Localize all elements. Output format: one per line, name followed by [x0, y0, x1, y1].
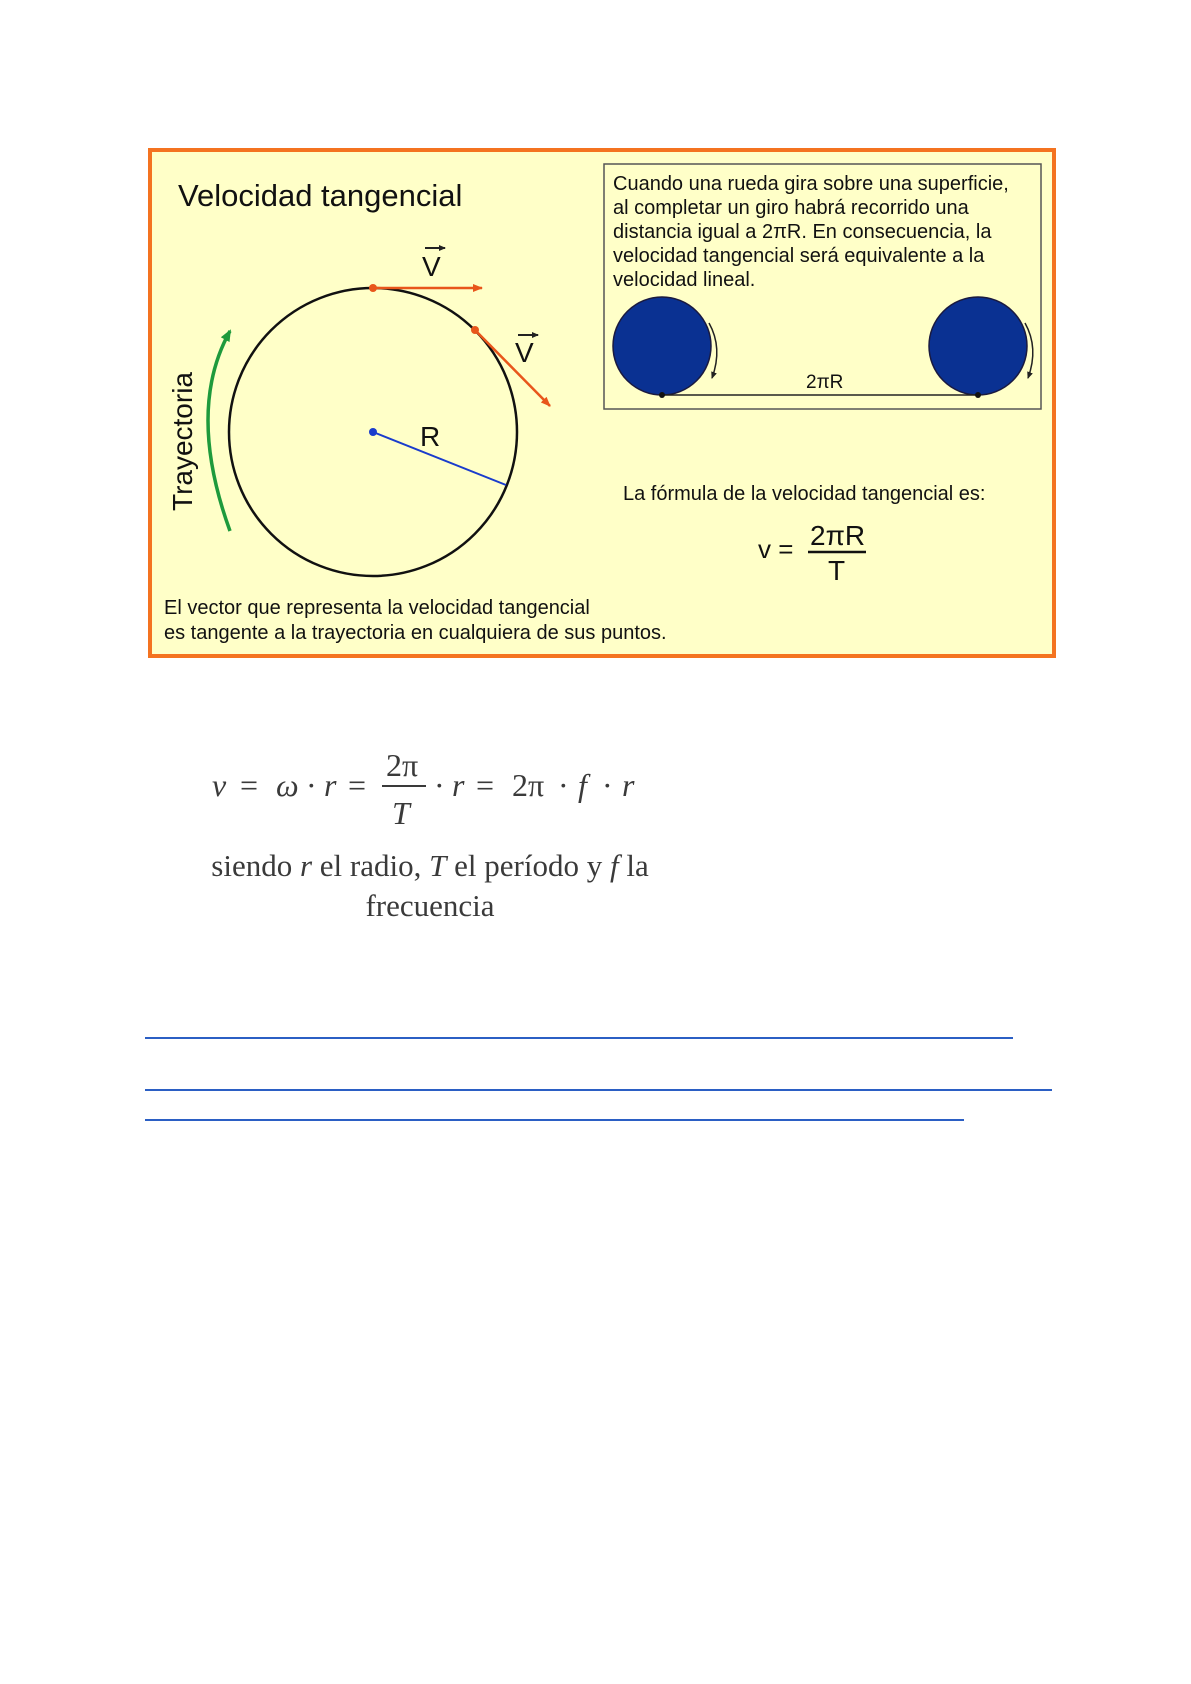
- figure-title: Velocidad tangencial: [178, 178, 463, 213]
- eq-numerator: 2π: [386, 747, 419, 783]
- caption-part-2: el radio,: [312, 848, 430, 883]
- eq-two-pi: 2π: [512, 767, 545, 803]
- eq-equals-3: =: [476, 767, 495, 803]
- caption-part-1: siendo: [211, 848, 300, 883]
- eq-f: f: [578, 767, 587, 803]
- distance-label: 2πR: [806, 372, 844, 393]
- eq-equals-1: =: [240, 767, 259, 803]
- box-text-line-5: velocidad lineal.: [613, 269, 756, 291]
- center-point: [369, 428, 377, 436]
- caption-part-4: la: [618, 848, 649, 883]
- ground-point-left: [659, 392, 665, 398]
- eq-omega: ω: [276, 767, 299, 803]
- caption-T: T: [429, 848, 447, 883]
- box-text-line-3: distancia igual a 2πR. En consecuencia, la: [613, 221, 992, 243]
- caption-part-3: el período y: [446, 848, 610, 883]
- formula-lhs: v =: [758, 534, 794, 564]
- velocity-equation: [212, 740, 732, 836]
- figure-bottom-text-2: es tangente a la trayectoria en cualquiera de sus puntos.: [164, 622, 667, 644]
- caption-line-2: frecuencia: [365, 888, 495, 923]
- box-text-line-1: Cuando una rueda gira sobre una superficie,: [613, 173, 1009, 195]
- trajectory-label: Trayectoria: [167, 371, 198, 511]
- caption-f: f: [609, 848, 619, 883]
- wheel-left: [613, 297, 711, 395]
- eq-r-3: r: [622, 767, 635, 803]
- eq-v: v: [212, 767, 227, 803]
- tangential-velocity-figure: [148, 148, 1056, 658]
- wheel-right: [929, 297, 1027, 395]
- eq-dot-3: ·: [558, 767, 569, 803]
- divider-line-1: [145, 1037, 1013, 1039]
- eq-dot-2: ·: [434, 767, 445, 803]
- box-text-line-4: velocidad tangencial será equivalente a la: [613, 245, 985, 267]
- caption-r: r: [299, 848, 313, 883]
- formula-numerator: 2πR: [810, 520, 866, 551]
- velocity-equation-block: [150, 740, 710, 930]
- eq-equals-2: =: [348, 767, 367, 803]
- divider-line-2: [145, 1089, 1052, 1091]
- vector-label-top: V: [422, 251, 441, 282]
- eq-dot-1: ·: [306, 767, 317, 803]
- eq-r-1: r: [324, 767, 337, 803]
- equation-caption: [150, 846, 710, 926]
- eq-dot-4: ·: [602, 767, 613, 803]
- formula-denominator: T: [828, 555, 846, 586]
- eq-r-2: r: [452, 767, 465, 803]
- box-text-line-2: al completar un giro habrá recorrido una: [613, 197, 969, 219]
- eq-denominator: T: [392, 795, 410, 831]
- ground-point-right: [975, 392, 981, 398]
- radius-label: R: [420, 421, 441, 452]
- formula-intro: La fórmula de la velocidad tangencial es:: [623, 483, 986, 505]
- divider-line-3: [145, 1119, 964, 1121]
- figure-bottom-text-1: El vector que representa la velocidad tangencial: [164, 597, 590, 619]
- vector-label-side: V: [515, 337, 534, 368]
